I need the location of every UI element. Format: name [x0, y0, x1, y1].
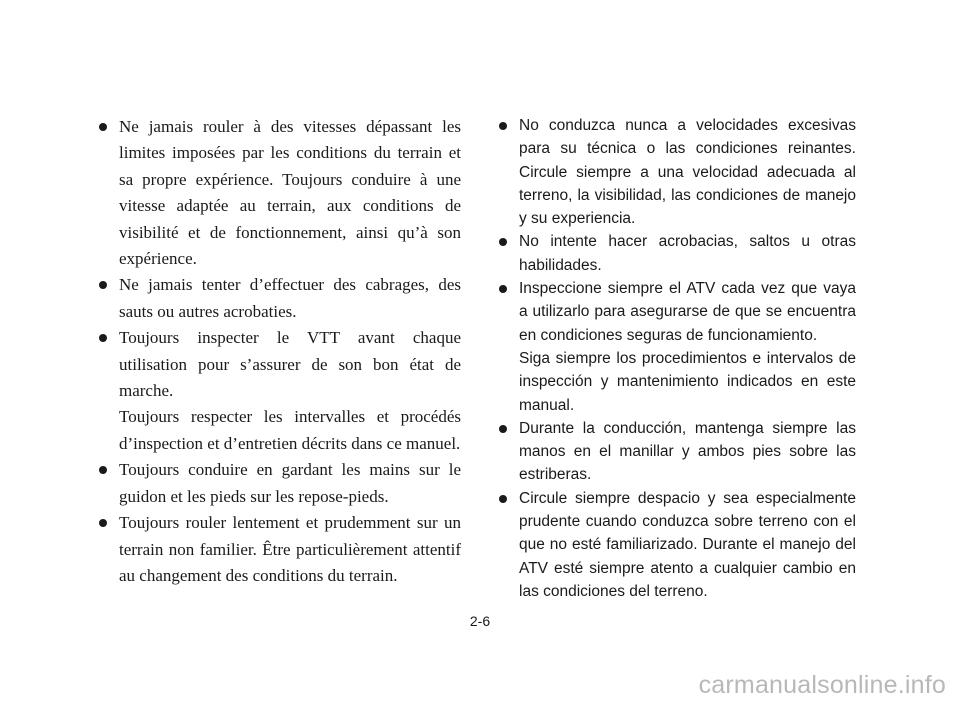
spanish-bullet-item — [497, 277, 856, 417]
french-paragraph: Toujours rouler lentement et prudemment sur un terrain non familier. Être particulièrement attentif au changement des conditions du terrain. — [119, 513, 461, 585]
french-bullet-item — [97, 457, 461, 510]
spanish-bullet-item — [497, 487, 856, 603]
french-paragraph: Ne jamais rouler à des vitesses dépassant les limites imposées par les conditions du terrain et sa propre expérience. Toujours conduire à une vitesse adaptée au terrain, aux conditions de visibilité et de fonctionnement, ainsi qu’à son expérience. — [119, 117, 461, 269]
bullet-icon — [499, 425, 507, 433]
bullet-icon — [499, 238, 507, 246]
spanish-column — [497, 114, 856, 603]
spanish-bullet-item — [497, 417, 856, 487]
watermark: carmanualsonline.info — [698, 671, 946, 699]
french-paragraph: Ne jamais tenter d’effectuer des cabrages, des sauts ou autres acrobaties. — [119, 275, 461, 321]
spanish-bullet-item — [497, 230, 856, 277]
spanish-paragraph: Inspeccione siempre el ATV cada vez que vaya a utilizarlo para asegurarse de que se encuentra en condiciones seguras de funcionamiento. — [519, 280, 856, 344]
spanish-paragraph: No intente hacer acrobacias, saltos u otras habilidades. — [519, 233, 856, 274]
bullet-icon — [99, 334, 107, 342]
spanish-paragraph: Durante la conducción, mantenga siempre las manos en el manillar y ambos pies sobre las estriberas. — [519, 419, 856, 484]
bullet-icon — [499, 285, 507, 293]
spanish-bullet-item — [497, 114, 856, 230]
french-bullet-item — [97, 272, 461, 325]
french-bullet-item — [97, 510, 461, 589]
spanish-paragraph: No conduzca nunca a velocidades excesivas para su técnica o las condiciones reinantes. Circule siempre a una velocidad adecuada al terreno, la visibilidad, las condiciones de manejo y su experiencia. — [519, 117, 856, 228]
bullet-icon — [99, 123, 107, 131]
french-paragraph: Toujours respecter les intervalles et procédés d’inspection et d’entretien décrits dans ce manuel. — [119, 407, 461, 453]
bullet-icon — [499, 495, 507, 503]
french-bullet-item — [97, 325, 461, 457]
french-bullet-item — [97, 114, 461, 272]
spanish-paragraph: Siga siempre los procedimientos e intervalos de inspección y mantenimiento indicados en este manual. — [519, 349, 856, 414]
bullet-icon — [99, 466, 107, 474]
bullet-icon — [499, 122, 507, 130]
spanish-paragraph: Circule siempre despacio y sea especialmente prudente cuando conduzca sobre terreno con el que no esté familiarizado. Durante el manejo del ATV esté siempre atento a cualquier cambio en las condiciones del terreno. — [519, 489, 856, 600]
page-number: 2-6 — [469, 613, 491, 629]
french-paragraph: Toujours inspecter le VTT avant chaque utilisation pour s’assurer de son bon état de marche. — [119, 328, 461, 401]
bullet-icon — [99, 519, 107, 527]
french-paragraph: Toujours conduire en gardant les mains sur le guidon et les pieds sur les repose-pieds. — [119, 460, 461, 506]
bullet-icon — [99, 281, 107, 289]
french-column — [97, 114, 461, 589]
